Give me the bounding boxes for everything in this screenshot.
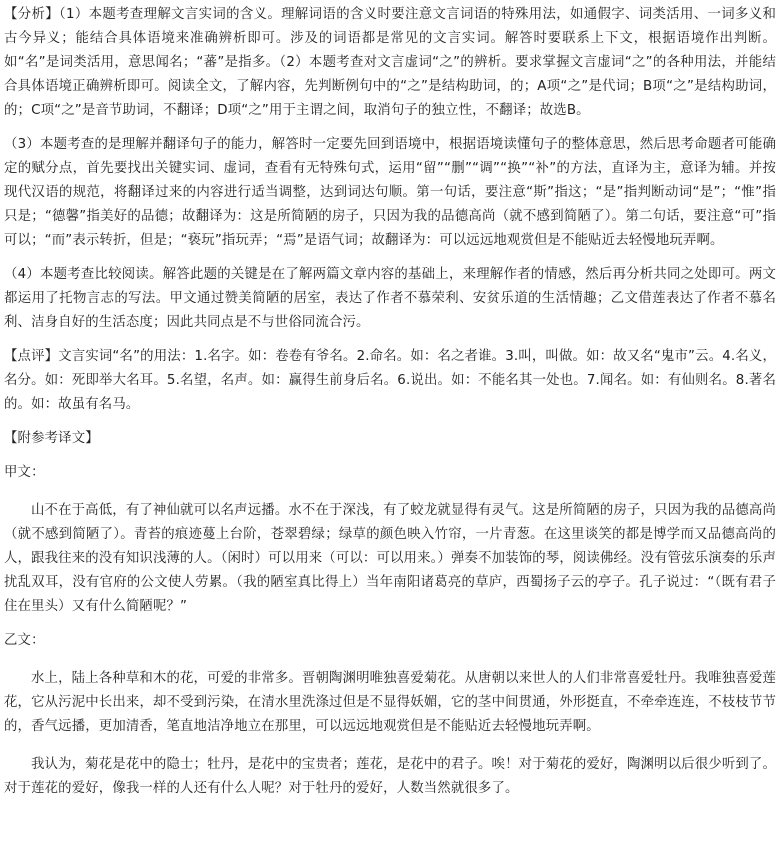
analysis-paragraph-3: （3）本题考查的是理解并翻译句子的能力，解答时一定要先回到语境中，根据语境读懂句子的整体意思，然后思考命题者可能确定的赋分点，首先要找出关键实词、虚词，查看有无特殊句式，运用“留”“删”“调”“换”“补”的方法，直译为主，意译为辅。并按现代汉语的规范，将翻译过来的内容进行适当调整，达到词达句顺。第一句话，要注意“斯”指这；“是”指判断动词“是”；“惟”指只是；“德馨”指美好的品德；故翻译为：这是所简陋的房子，只因为我的品德高尚（就不感到简陋了）。第二句话，要注意“可”指可以；“而”表示转折，但是；“亵玩”指玩弄；“焉”是语气词；故翻译为：可以远远地观赏但是不能贴近去轻慢地玩弄啊。: [4, 137, 776, 248]
text-jia-label: 甲文：: [4, 465, 45, 480]
comment-paragraph: 【点评】文言实词“名”的用法：1.名字。如：卷卷有爷名。2.命名。如：名之者谁。3.叫，叫做。如：故又名“鬼市”云。4.名义，名分。如：死即举大名耳。5.名望，名声。如：赢得生前身后名。6.说出。如：不能名其一处也。7.闻名。如：有仙则名。8.著名的。如：故虽有名马。: [4, 349, 776, 412]
translation-heading: 【附参考译文】: [4, 431, 99, 446]
text-yi-label: 乙文：: [4, 633, 45, 648]
text-yi-translation-2: 我认为，菊花是花中的隐士；牡丹，是花中的宝贵者；莲花，是花中的君子。唉！对于菊花的爱好，陶渊明以后很少听到了。对于莲花的爱好，像我一样的人还有什么人呢？对于牡丹的爱好，人数当然就很多了。: [4, 757, 776, 796]
analysis-paragraph-4: （4）本题考查比较阅读。解答此题的关键是在了解两篇文章内容的基础上，来理解作者的情感，然后再分析共同之处即可。两文都运用了托物言志的写法。甲文通过赞美简陋的居室，表达了作者不慕荣利、安贫乐道的生活情趣；乙文借莲表达了作者不慕名利、洁身自好的生活态度；因此共同点是不与世俗同流合污。: [4, 267, 776, 330]
text-yi-translation-1: 水上，陆上各种草和木的花，可爱的非常多。晋朝陶渊明唯独喜爱菊花。从唐朝以来世人的人们非常喜爱牡丹。我唯独喜爱莲花，它从污泥中长出来，却不受到污染，在清水里洗涤过但是不显得妖媚，它的茎中间贯通，外形挺直，不牵牵连连，不枝枝节节的，香气远播，更加清香，笔直地洁净地立在那里，可以远远地观赏但是不能贴近去轻慢地玩弄啊。: [4, 671, 776, 734]
text-jia-translation: 山不在于高低，有了神仙就可以名声远播。水不在于深浅，有了蛟龙就显得有灵气。这是所简陋的房子，只因为我的品德高尚（就不感到简陋了）。青苔的痕迹蔓上台阶，苍翠碧绿；绿草的颜色映入竹帘，一片青葱。在这里谈笑的都是博学而又品德高尚的人，跟我往来的没有知识浅薄的人。（闲时）可以用来（可以：可以用来。）弹奏不加装饰的琴，阅读佛经。没有管弦乐演奏的乐声扰乱双耳，没有官府的公文使人劳累。（我的陋室真比得上）当年南阳诸葛亮的草庐，西蜀扬子云的亭子。孔子说过：“（既有君子住在里头）又有什么简陋呢？”: [4, 503, 776, 614]
analysis-paragraph-1-2: 【分析】（1）本题考查理解文言实词的含义。理解词语的含义时要注意文言词语的特殊用法，如通假字、词类活用、一词多义和古今异义；能结合具体语境来准确辨析即可。涉及的词语都是常见的文言实词。解答时要联系上下文，根据语境作出判断。如“名”是词类活用，意思闻名；“蕃”是指多。（2）本题考查对文言虚词“之”的辨析。要求掌握文言虚词“之”的各种用法，并能结合具体语境正确辨析即可。阅读全文，了解内容，先判断例句中的“之”是结构助词，的；A项“之”是代词；B项“之”是结构助词，的；C项“之”是音节助词，不翻译；D项“之”用于主谓之间，取消句子的独立性，不翻译；故选B。: [4, 7, 776, 118]
